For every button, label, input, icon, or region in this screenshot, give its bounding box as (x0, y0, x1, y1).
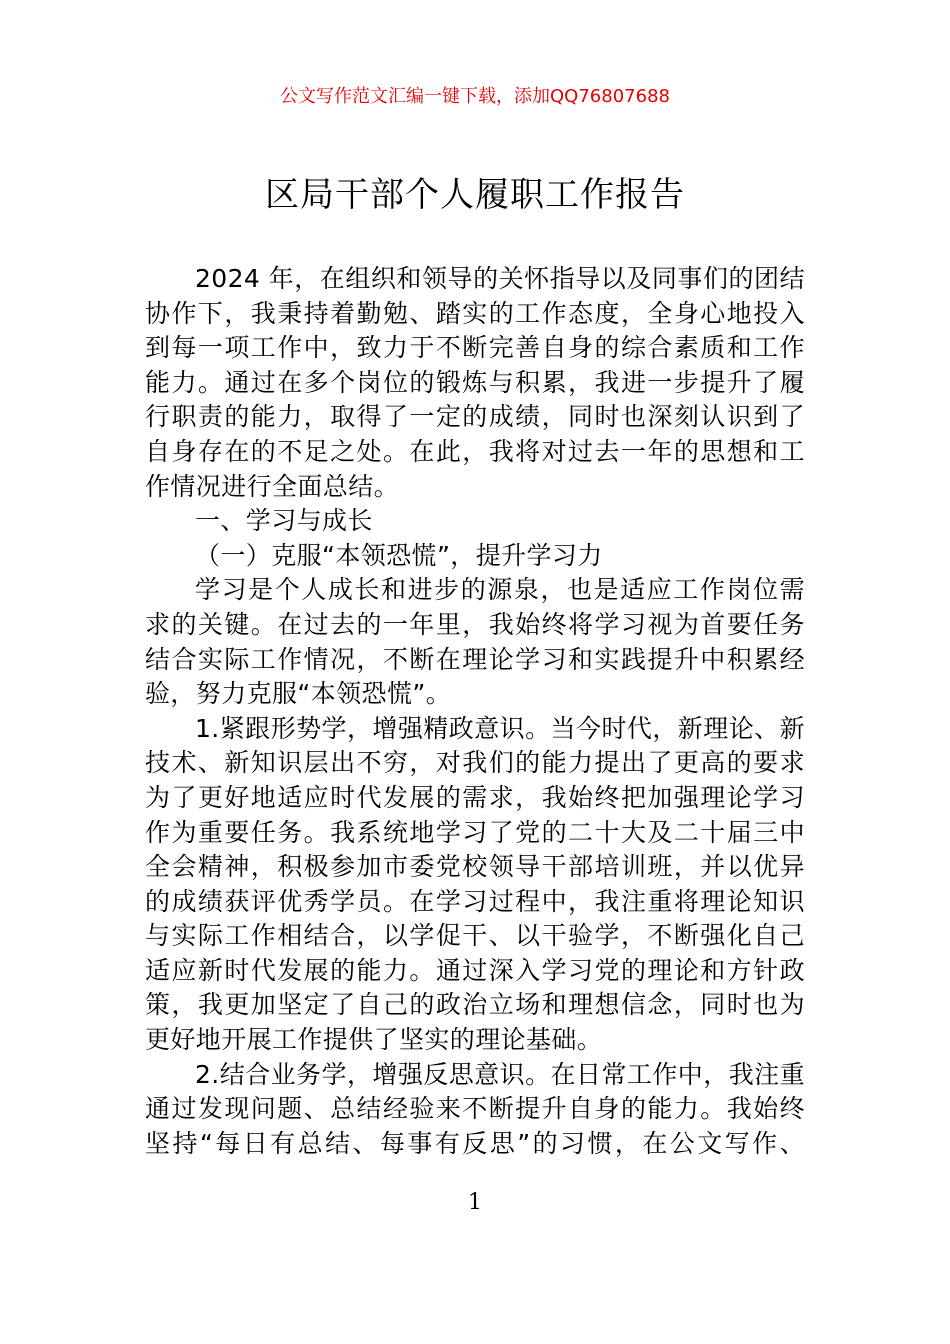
paragraph-line: 自身存在的不足之处。在此，我将对过去一年的思想和工 (145, 436, 805, 466)
document-title: 区局干部个人履职工作报告 (265, 175, 685, 215)
document-body (145, 262, 805, 1161)
paragraph-line: 策，我更加坚定了自己的政治立场和理想信念，同时也为 (145, 990, 805, 1020)
paragraph-line: 2.结合业务学，增强反思意识。在日常工作中，我注重 (195, 1059, 805, 1089)
paragraph-line: 更好地开展工作提供了坚实的理论基础。 (145, 1025, 603, 1055)
paragraph-line: 适应新时代发展的能力。通过深入学习党的理论和方针政 (145, 955, 805, 985)
paragraph-line: 2024 年，在组织和领导的关怀指导以及同事们的团结 (195, 264, 805, 293)
paragraph-line: 的成绩获评优秀学员。在学习过程中，我注重将理论知识 (145, 886, 805, 916)
paragraph-line: 作情况进行全面总结。 (145, 471, 400, 501)
subsection-heading: （一）克服“本领恐慌”，提升学习力 (195, 540, 603, 570)
paragraph-line: 到每一项工作中，致力于不断完善自身的综合素质和工作 (145, 333, 805, 363)
page-number: 1 (468, 1190, 482, 1215)
paragraph-line: 作为重要任务。我系统地学习了党的二十大及二十届三中 (145, 817, 805, 847)
paragraph-line: 能力。通过在多个岗位的锻炼与积累，我进一步提升了履 (145, 367, 805, 397)
section-heading: 一、学习与成长 (195, 506, 373, 536)
paragraph-line: 1.紧跟形势学，增强精政意识。当今时代，新理论、新 (195, 713, 805, 743)
download-banner: 公文写作范文汇编一键下载，添加QQ76807688 (280, 86, 670, 107)
paragraph-line: 行职责的能力，取得了一定的成绩，同时也深刻认识到了 (145, 402, 805, 432)
paragraph-line: 坚持“每日有总结、每事有反思”的习惯，在公文写作、 (145, 1128, 805, 1158)
paragraph-line: 求的关键。在过去的一年里，我始终将学习视为首要任务 (145, 609, 805, 639)
paragraph-line: 结合实际工作情况，不断在理论学习和实践提升中积累经 (145, 644, 805, 674)
paragraph-line: 为了更好地适应时代发展的需求，我始终把加强理论学习 (145, 782, 805, 812)
paragraph-line: 全会精神，积极参加市委党校领导干部培训班，并以优异 (145, 852, 805, 882)
paragraph-line: 与实际工作相结合，以学促干、以干验学，不断强化自己 (145, 921, 805, 951)
paragraph-line: 验，努力克服“本领恐慌”。 (145, 679, 452, 709)
paragraph-line: 技术、新知识层出不穷，对我们的能力提出了更高的要求 (145, 748, 805, 778)
paragraph-line: 通过发现问题、总结经验来不断提升自身的能力。我始终 (145, 1094, 805, 1124)
paragraph-line: 协作下，我秉持着勤勉、踏实的工作态度，全身心地投入 (145, 298, 805, 328)
paragraph-line: 学习是个人成长和进步的源泉，也是适应工作岗位需 (195, 575, 805, 605)
